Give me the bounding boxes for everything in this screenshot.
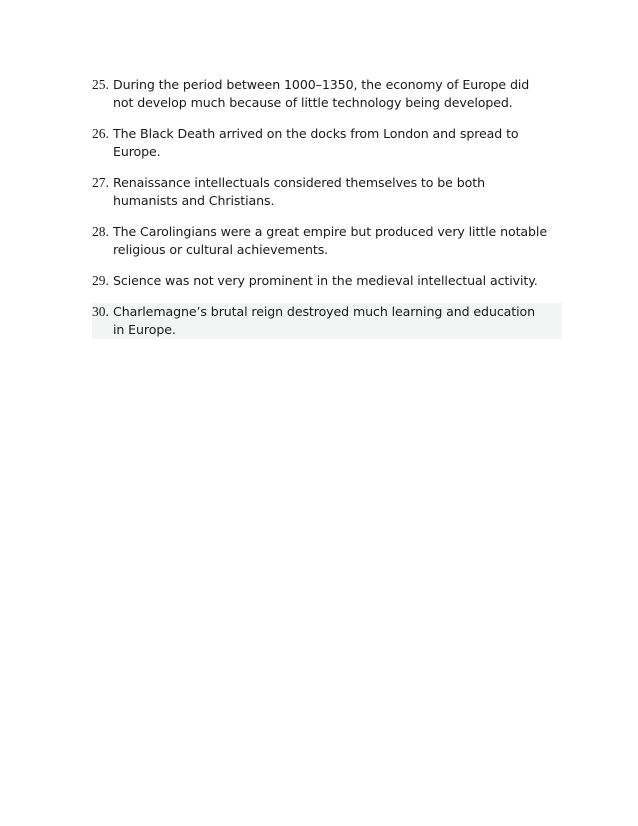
question-item-29 xyxy=(92,272,562,290)
question-number: 26. xyxy=(92,126,109,141)
question-item-25 xyxy=(92,76,562,112)
question-item-30 xyxy=(92,303,562,339)
question-number: 28. xyxy=(92,224,109,239)
question-text: Charlemagne’s brutal reign destroyed much learning and education in Europe. xyxy=(113,304,536,337)
question-number: 29. xyxy=(92,273,109,288)
question-number: 30. xyxy=(92,304,109,319)
question-number: 27. xyxy=(92,175,109,190)
question-item-28 xyxy=(92,223,562,259)
question-item-27 xyxy=(92,174,562,210)
question-number: 25. xyxy=(92,77,109,92)
question-text: During the period between 1000–1350, the economy of Europe did not develop much because of little technology being developed. xyxy=(113,77,530,110)
question-text: The Carolingians were a great empire but produced very little notable religious or cultural achievements. xyxy=(113,224,547,257)
question-item-26 xyxy=(92,125,562,161)
question-text: Renaissance intellectuals considered themselves to be both humanists and Christians. xyxy=(113,175,485,208)
question-text: Science was not very prominent in the medieval intellectual activity. xyxy=(113,273,538,288)
question-text: The Black Death arrived on the docks from London and spread to Europe. xyxy=(113,126,519,159)
question-list xyxy=(92,76,562,352)
